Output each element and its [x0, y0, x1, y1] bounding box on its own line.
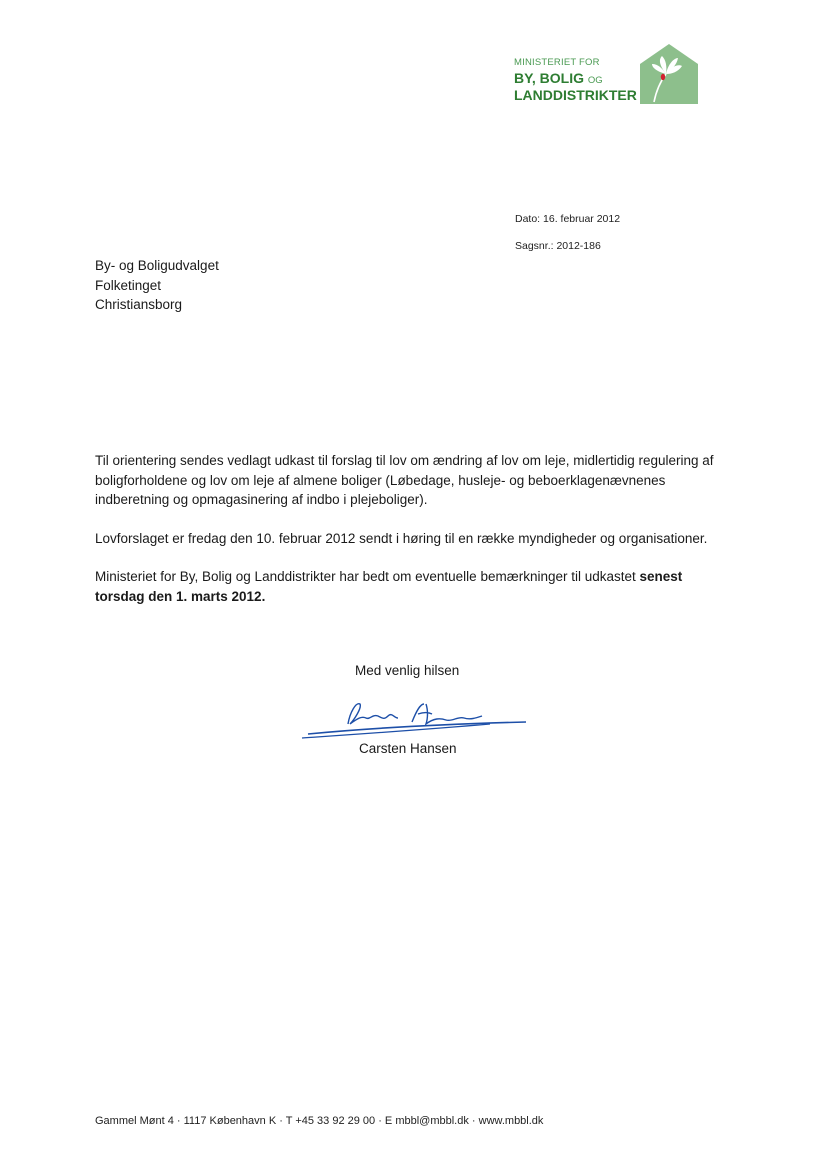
- signer-name: Carsten Hansen: [359, 741, 457, 756]
- house-flower-icon: [640, 44, 698, 104]
- letter-date: Dato: 16. februar 2012: [515, 213, 621, 225]
- body-paragraph: [95, 567, 735, 606]
- body-paragraph: Til orientering sendes vedlagt udkast til forslag til lov om ændring af lov om leje, midlertidig regulering af boligforholdene og lov om leje af almene boliger (Løbedage, husleje- og beboerklagenævnenes indberetning og opmagasinering af indbo i plejeboliger).: [95, 453, 714, 507]
- letter-body: [95, 451, 735, 625]
- logo-line-1: MINISTERIET FOR: [514, 57, 600, 68]
- handwritten-signature: [300, 694, 530, 742]
- body-text: Ministeriet for By, Bolig og Landdistrikter har bedt om eventuelle bemærkninger til udkastet: [95, 569, 640, 584]
- footer-contact: Gammel Mønt 4 · 1117 København K · T +45 33 92 29 00 · E mbbl@mbbl.dk · www.mbbl.dk: [95, 1115, 544, 1127]
- recipient-line: Christiansborg: [95, 297, 183, 312]
- recipient-line: By- og Boligudvalget: [95, 258, 219, 273]
- logo-line-2: [514, 71, 637, 86]
- recipient-line: Folketinget: [95, 277, 162, 293]
- body-paragraph: Lovforslaget er fredag den 10. februar 2012 sendt i høring til en række myndigheder og organisationer.: [95, 530, 708, 546]
- closing-greeting: Med venlig hilsen: [355, 663, 460, 678]
- logo-line-2-main: BY, BOLIG: [514, 69, 585, 86]
- logo-line-3: LANDDISTRIKTER: [514, 87, 637, 103]
- case-number: Sagsnr.: 2012-186: [515, 240, 601, 252]
- ministry-logo: [514, 44, 700, 106]
- recipient-address: [95, 256, 219, 315]
- logo-wordmark: [514, 58, 637, 102]
- deadline-text: senest torsdag den 1. marts 2012.: [95, 569, 683, 604]
- logo-line-2-small: OG: [587, 74, 603, 86]
